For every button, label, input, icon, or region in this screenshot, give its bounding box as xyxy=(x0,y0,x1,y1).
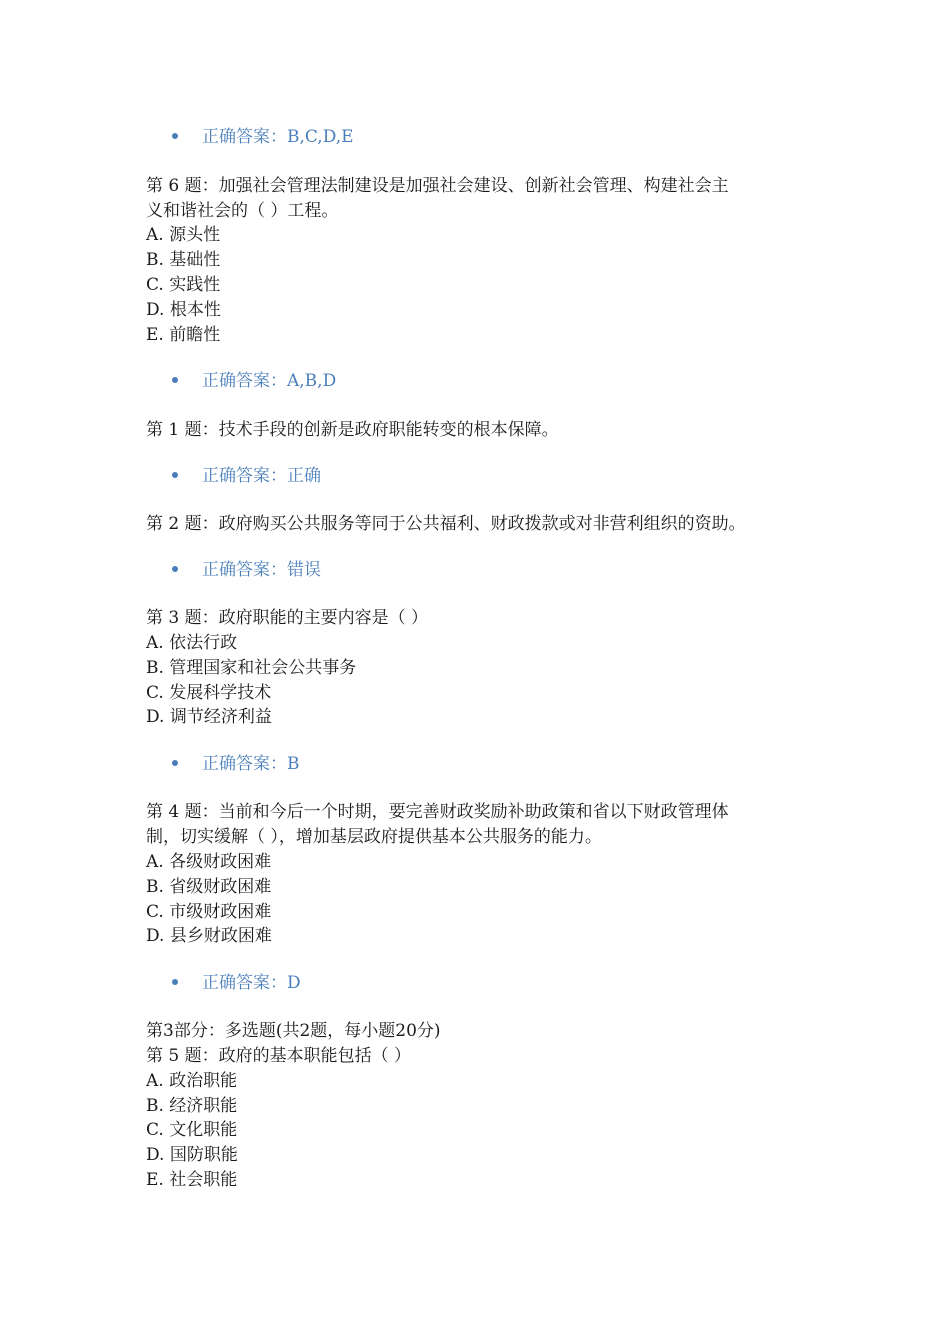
question-6-option-c: C. 实践性 xyxy=(146,275,221,295)
question-1-text: 第 1 题：技术手段的创新是政府职能转变的根本保障。 xyxy=(146,420,559,440)
question-3-option-a: A. 依法行政 xyxy=(146,633,238,653)
bullet-icon xyxy=(172,133,178,139)
answer-prev xyxy=(172,125,354,150)
question-1-answer xyxy=(172,464,321,489)
question-2-answer xyxy=(172,558,321,583)
question-4-text: 第 4 题：当前和今后一个时期，要完善财政奖励补助政策和省以下财政管理体 xyxy=(146,802,729,822)
question-5-option-b: B. 经济职能 xyxy=(146,1096,238,1116)
answer-text: 正确答案：A,B,D xyxy=(202,371,337,391)
question-3-text: 第 3 题：政府职能的主要内容是（ ） xyxy=(146,608,429,628)
answer-text: 正确答案：B,C,D,E xyxy=(202,127,354,147)
question-6-option-a: A. 源头性 xyxy=(146,225,221,245)
question-6-text: 第 6 题：加强社会管理法制建设是加强社会建设、创新社会管理、构建社会主 xyxy=(146,176,729,196)
question-5-option-d: D. 国防职能 xyxy=(146,1145,238,1165)
question-4-option-b: B. 省级财政困难 xyxy=(146,877,272,897)
question-6-option-e: E. 前瞻性 xyxy=(146,325,221,345)
question-5-option-a: A. 政治职能 xyxy=(146,1071,238,1091)
question-3-option-b: B. 管理国家和社会公共事务 xyxy=(146,658,357,678)
question-3-answer xyxy=(172,752,300,777)
question-4-option-a: A. 各级财政困难 xyxy=(146,852,272,872)
question-5-option-c: C. 文化职能 xyxy=(146,1120,238,1140)
bullet-icon xyxy=(172,377,178,383)
question-5-text: 第 5 题：政府的基本职能包括（ ） xyxy=(146,1046,412,1066)
question-3-option-c: C. 发展科学技术 xyxy=(146,683,272,703)
question-4-option-d: D. 县乡财政困难 xyxy=(146,926,272,946)
section-3-heading: 第3部分：多选题(共2题，每小题20分) xyxy=(146,1021,441,1041)
question-6-answer xyxy=(172,369,336,394)
bullet-icon xyxy=(172,760,178,766)
bullet-icon xyxy=(172,472,178,478)
question-3-option-d: D. 调节经济利益 xyxy=(146,707,272,727)
question-6-text-cont: 义和谐社会的（ ）工程。 xyxy=(146,201,339,221)
answer-text: 正确答案：正确 xyxy=(202,466,321,486)
question-6-option-b: B. 基础性 xyxy=(146,250,221,270)
bullet-icon xyxy=(172,566,178,572)
answer-text: 正确答案：D xyxy=(202,973,301,993)
answer-text: 正确答案：B xyxy=(202,754,300,774)
question-5-option-e: E. 社会职能 xyxy=(146,1170,238,1190)
question-4-option-c: C. 市级财政困难 xyxy=(146,902,272,922)
question-4-text-cont: 制，切实缓解（ ），增加基层政府提供基本公共服务的能力。 xyxy=(146,827,602,847)
answer-text: 正确答案：错误 xyxy=(202,560,321,580)
bullet-icon xyxy=(172,979,178,985)
question-2-text: 第 2 题：政府购买公共服务等同于公共福利、财政拨款或对非营利组织的资助。 xyxy=(146,514,746,534)
question-4-answer xyxy=(172,971,301,996)
question-6-option-d: D. 根本性 xyxy=(146,300,221,320)
